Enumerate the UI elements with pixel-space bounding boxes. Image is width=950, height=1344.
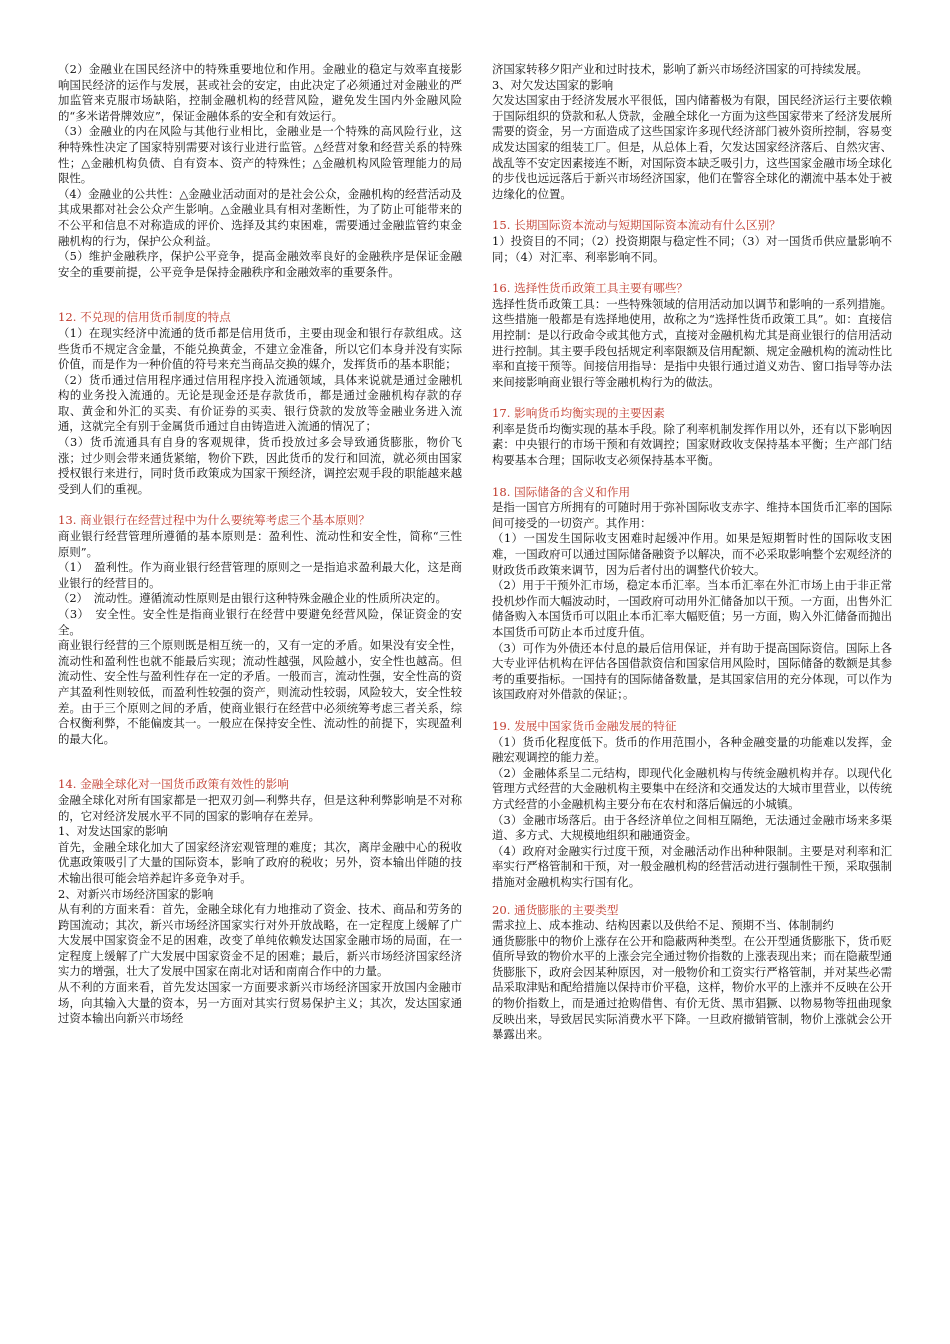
paragraph: （3）金融业的内在风险与其他行业相比，金融业是一个特殊的高风险行业，这种特殊性决定了国家特别需要对该行业进行监管。△经营对象和经营关系的特殊性；△金融机构负债、自有资本、资产的特殊性；△金融机构风险管理能力的局限性。: [58, 124, 462, 186]
paragraph: （4）政府对金融实行过度干预，对金融活动作出种种限制。主要是对利率和汇率实行严格管制和干预，对一般金融机构的经营活动进行强制性干预，采取强制措施对金融机构实行国有化。: [492, 843, 892, 889]
spacer: [492, 703, 892, 719]
paragraph: 选择性货币政策工具：一些特殊领域的信用活动加以调节和影响的一系列措施。这些措施一般都是有选择地使用，故称之为“选择性货币政策工具”。如：直接信用控制：是以行政命令或其他方式，直接对金融机构尤其是商业银行的信用活动进行控制。其主要手段包括规定利率限额及信用配额、规定金融机构的流动性比率和直接干预等。间接信用指导：是指中央银行通过道义劝告、窗口指导等办法来间接影响商业银行等金融机构行为的做法。: [492, 296, 892, 389]
paragraph: （1）货币化程度低下。货币的作用范围小，各种金融变量的功能难以发挥，金融宏观调控的能力差。: [492, 734, 892, 765]
paragraph: （3）可作为外债还本付息的最后信用保证，并有助于提高国际资信。国际上各大专业评估机构在评估各国借款资信和国家信用风险时，国际储备的数额是其参考的重要指标。一国持有的国际储备数量，是其国家信用的充分体现，可以作为该国政府对外借款的保证；。: [492, 640, 892, 702]
section-heading: 12. 不兑现的信用货币制度的特点: [58, 310, 231, 325]
paragraph: （5）维护金融秩序，保护公平竞争，提高金融效率良好的金融秩序是保证金融安全的重要前提，公平竞争是保持金融秩序和金融效率的重要条件。: [58, 249, 462, 279]
paragraph: 首先，金融全球化加大了国家经济宏观管理的难度；其次，离岸金融中心的税收优惠政策吸引了大量的国际资本，影响了政府的税收；另外，资本输出伴随的技术输出很可能会培养起许多竞争对手。: [58, 839, 462, 885]
paragraph: 1、对发达国家的影响: [58, 824, 168, 839]
paragraph: 利率是货币均衡实现的基本手段。除了利率机制发挥作用以外，还有以下影响因素：中央银行的市场干预和有效调控；国家财政收支保持基本平衡；生产部门结构要基本合理；国际收支必须保持基本平衡。: [492, 421, 892, 468]
paragraph: 商业银行经营的三个原则既是相互统一的，又有一定的矛盾。如果没有安全性，流动性和盈利性也就不能最后实现；流动性越强，风险越小，安全性也越高。但流动性、安全性与盈利性存在一定的矛盾。一般而言，流动性强，安全性高的资产其盈利性则较低，而盈利性较强的资产，则流动性较弱，风险较大，安全性较差。由于三个原则之间的矛盾，使商业银行在经营中必须统筹考虑三者关系，综合权衡利弊，不能偏废其一。一般应在保持安全性、流动性的前提下，实现盈利的最大化。: [58, 638, 462, 746]
paragraph: 济国家转移夕阳产业和过时技术，影响了新兴市场经济国家的可持续发展。: [492, 62, 868, 76]
section-heading: 19. 发展中国家货币金融发展的特征: [492, 718, 677, 733]
paragraph: 是指一国官方所拥有的可随时用于弥补国际收支赤字、维持本国货币汇率的国际间可接受的一切资产。其作用：: [492, 500, 892, 530]
section-heading: 16. 选择性货币政策工具主要有哪些？: [492, 281, 689, 296]
paragraph: （3）金融市场落后。由于各经济单位之间相互隔绝，无法通过金融市场来多渠道、多方式、大规模地组织和融通资金。: [492, 812, 892, 843]
section-heading: 18. 国际储备的含义和作用: [492, 484, 631, 499]
paragraph: （2）用于干预外汇市场，稳定本币汇率。当本币汇率在外汇市场上由于非正常投机炒作而大幅波动时，一国政府可动用外汇储备加以干预。一方面，出售外汇储备购入本国货币可以阻止本币汇率大幅贬值；另一方面，购入外汇储备而抛出本国货币可防止本币过度升值。: [492, 578, 892, 639]
section-heading: 17. 影响货币均衡实现的主要因素: [492, 406, 665, 421]
paragraph: （1）一国发生国际收支困难时起缓冲作用。如果是短期暂时性的国际收支困难，一国政府可以通过国际储备融资予以解决，而不必采取影响整个宏观经济的财政货币政策来调节，因为后者付出的调整代价较大。: [492, 531, 892, 577]
spacer: [492, 265, 892, 281]
section-heading: 20. 通货膨胀的主要类型: [492, 902, 619, 917]
right-column: [492, 62, 892, 1043]
left-column: [58, 62, 462, 1027]
spacer: [492, 469, 892, 485]
paragraph: （1）在现实经济中流通的货币都是信用货币，主要由现金和银行存款组成。这些货币不规定含金量，不能兑换黄金，不建立金准备，所以它们本身并没有实际价值，而是作为一种价值的符号来充当商品交换的媒介，发挥货币的基本职能；: [58, 325, 462, 372]
paragraph: 3、对欠发达国家的影响: [492, 77, 614, 92]
paragraph: （2）货币通过信用程序通过信用程序投入流通领域，具体来说就是通过金融机构的业务投入流通的。无论是现金还是存款货币，都是通过金融机构存款的存取、黄金和外汇的买卖、有价证券的买卖、银行贷款的发放等金融业务进入流通，这就完全有别于金属货币通过自由铸造进入流通的情况了；: [58, 372, 462, 434]
paragraph: （2）金融体系呈二元结构，即现代化金融机构与传统金融机构并存。以现代化管理方式经营的大金融机构主要集中在经济和交通发达的大城市里营业，以传统方式经营的小金融机构主要分布在农村和落后偏远的小城镇。: [492, 765, 892, 811]
paragraph: 2、对新兴市场经济国家的影响: [58, 886, 214, 901]
paragraph: 通货膨胀中的物价上涨存在公开和隐蔽两种类型。在公开型通货膨胀下，货币贬值所导致的物价水平的上涨会完全通过物价指数的上涨表现出来；而在隐蔽型通货膨胀下，政府会因某种原因，对一般物价和工资实行严格管制，并对某些必需品采取津贴和配给措施以保持市价平稳，这样，物价水平的上涨并不反映在公开的物价指数上，而是通过抢购借售、有价无货、黑市猖獗、以物易物等扭曲现象反映出来，导致居民实际消费水平下降。一旦政府撤销管制，物价上涨就会公开暴露出来。: [492, 933, 892, 1042]
spacer: [492, 891, 892, 903]
paragraph: 1）投资目的不同；（2）投资期限与稳定性不同；（3）对一国货币供应量影响不同；（4）对汇率、利率影响不同。: [492, 233, 892, 264]
paragraph: （2）金融业在国民经济中的特殊重要地位和作用。金融业的稳定与效率直接影响国民经济的运作与发展，甚或社会的安定，由此决定了必须通过对金融业的严加监管来克服市场缺陷，控制金融机构的经营风险，避免发生国内外金融风险的“多米诺骨牌效应”，保证金融体系的安全和有效运行。: [58, 62, 462, 123]
paragraph: 需求拉上、成本推动、结构因素以及供给不足、预期不当、体制制约: [492, 918, 834, 933]
section-heading: 14. 金融全球化对一国货币政策有效性的影响: [58, 777, 289, 792]
spacer: [58, 747, 462, 777]
spacer: [492, 390, 892, 406]
section-heading: 13. 商业银行在经营过程中为什么要统筹考虑三个基本原则？: [58, 513, 370, 528]
paragraph: （3） 安全性。安全性是指商业银行在经营中要避免经营风险，保证资金的安全。: [58, 607, 462, 637]
paragraph: 从不利的方面来看，首先发达国家一方面要求新兴市场经济国家开放国内金融市场，向其输入大量的资本，另一方面对其实行贸易保护主义；其次，发达国家通过资本输出向新兴市场经: [58, 980, 462, 1026]
paragraph: （3）货币流通具有自身的客观规律，货币投放过多会导致通货膨胀，物价飞涨；过少则会带来通货紧缩，物价下跌，因此货币的发行和回流，就必须由国家授权银行来进行，同时货币政策成为国家干预经济，调控宏观手段的职能越来越受到人们的重视。: [58, 435, 462, 496]
paragraph: 欠发达国家由于经济发展水平很低，国内储蓄极为有限，国民经济运行主要依赖于国际组织的贷款和私人贷款，金融全球化一方面为这些国家带来了经济发展所需要的资金，另一方面造成了这些国家许多现代经济部门被外资所控制，容易变成发达国家的组装工厂。但是，从总体上看，欠发达国家经济落后、自然灾害、战乱等不安定因素接连不断，对国际资本缺乏吸引力，这些国家金融市场全球化的步伐也远远落后于新兴市场经济国家，他们在警容全球化的潮流中基本处于被边缘化的位置。: [492, 93, 892, 201]
spacer: [492, 202, 892, 218]
spacer: [58, 280, 462, 310]
paragraph: 从有利的方面来看：首先，金融全球化有力地推动了资金、技术、商品和劳务的跨国流动；其次，新兴市场经济国家实行对外开放战略，在一定程度上缓解了广大发展中国家资金不足的困难，改变了单纯依赖发达国家金融市场的局面，在一定程度上缓解了广大发展中国家资金不足的困难；最后，新兴市场经济国家经济实力的增强，壮大了发展中国家在南北对话和南南合作中的力量。: [58, 902, 462, 979]
spacer: [58, 497, 462, 513]
paragraph: （2） 流动性。遵循流动性原则是由银行这种特殊金融企业的性质所决定的。: [58, 591, 447, 606]
paragraph: （4）金融业的公共性：△金融业活动面对的是社会公众，金融机构的经营活动及其成果都对社会公众产生影响。△金融业具有相对垄断性，为了防止可能带来的不公平和信息不对称造成的评价、选择及其约束困难，需要通过金融监管约束金融机构的行为，保护公众利益。: [58, 186, 462, 248]
paragraph: 商业银行经营管理所遵循的基本原则是：盈利性、流动性和安全性，简称“三性原则”。: [58, 529, 462, 559]
section-heading: 15. 长期国际资本流动与短期国际资本流动有什么区别？: [492, 218, 781, 233]
paragraph: （1） 盈利性。作为商业银行经营管理的原则之一是指追求盈利最大化，这是商业银行的经营目的。: [58, 560, 462, 590]
paragraph: 金融全球化对所有国家都是一把双刃剑—利弊共存，但是这种利弊影响是不对称的，它对经济发展水平不同的国家的影响存在差异。: [58, 792, 462, 823]
